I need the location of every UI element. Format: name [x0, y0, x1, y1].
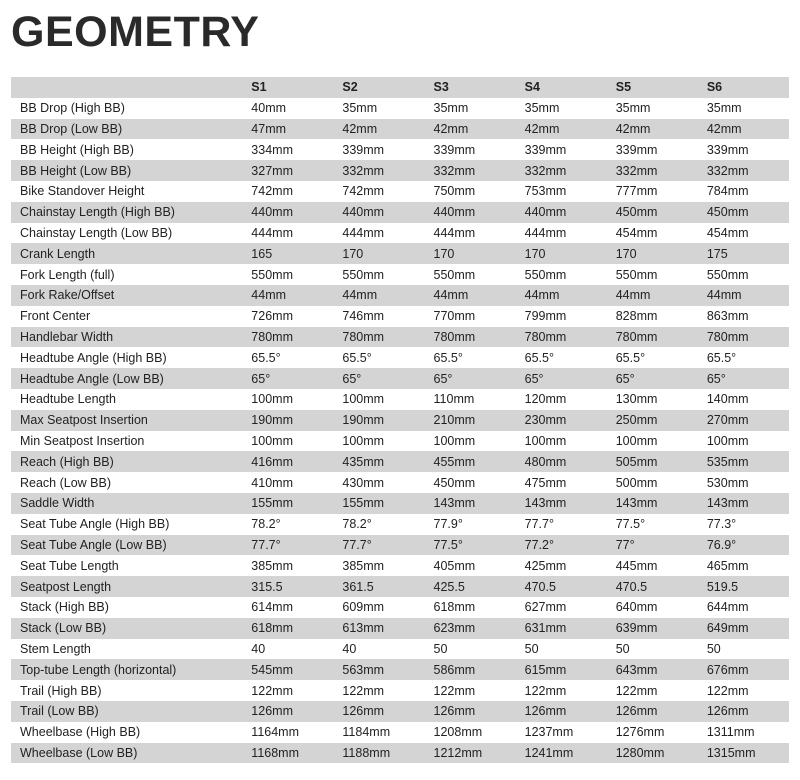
- cell-value: 425.5: [425, 576, 516, 597]
- cell-value: 440mm: [333, 202, 424, 223]
- cell-value: 530mm: [698, 472, 789, 493]
- cell-value: 143mm: [425, 493, 516, 514]
- table-row: [11, 639, 789, 660]
- cell-value: 77.2°: [516, 535, 607, 556]
- cell-value: 639mm: [607, 618, 698, 639]
- cell-value: 631mm: [516, 618, 607, 639]
- cell-value: 430mm: [333, 472, 424, 493]
- cell-value: 250mm: [607, 410, 698, 431]
- cell-value: 550mm: [425, 264, 516, 285]
- cell-value: 170: [516, 243, 607, 264]
- cell-value: 100mm: [242, 431, 333, 452]
- cell-value: 480mm: [516, 451, 607, 472]
- header-row: [11, 77, 789, 98]
- row-label: Front Center: [11, 306, 242, 327]
- cell-value: 126mm: [607, 701, 698, 722]
- cell-value: 40: [242, 639, 333, 660]
- cell-value: 77.5°: [425, 535, 516, 556]
- cell-value: 35mm: [698, 98, 789, 119]
- cell-value: 40mm: [242, 98, 333, 119]
- cell-value: 780mm: [698, 327, 789, 348]
- cell-value: 122mm: [333, 680, 424, 701]
- cell-value: 332mm: [698, 160, 789, 181]
- cell-value: 455mm: [425, 451, 516, 472]
- cell-value: 126mm: [425, 701, 516, 722]
- cell-value: 1276mm: [607, 722, 698, 743]
- cell-value: 76.9°: [698, 535, 789, 556]
- cell-value: 535mm: [698, 451, 789, 472]
- cell-value: 750mm: [425, 181, 516, 202]
- cell-value: 170: [425, 243, 516, 264]
- table-row: [11, 347, 789, 368]
- cell-value: 609mm: [333, 597, 424, 618]
- table-row: [11, 576, 789, 597]
- row-label: BB Drop (Low BB): [11, 119, 242, 140]
- cell-value: 777mm: [607, 181, 698, 202]
- cell-value: 780mm: [516, 327, 607, 348]
- cell-value: 385mm: [333, 555, 424, 576]
- table-row: [11, 264, 789, 285]
- table-row: [11, 597, 789, 618]
- cell-value: 444mm: [242, 223, 333, 244]
- header-cell-size: S1: [242, 77, 333, 98]
- cell-value: 1208mm: [425, 722, 516, 743]
- cell-value: 170: [607, 243, 698, 264]
- cell-value: 332mm: [333, 160, 424, 181]
- cell-value: 550mm: [516, 264, 607, 285]
- cell-value: 65.5°: [242, 347, 333, 368]
- cell-value: 165: [242, 243, 333, 264]
- cell-value: 618mm: [242, 618, 333, 639]
- row-label: Seat Tube Length: [11, 555, 242, 576]
- cell-value: 784mm: [698, 181, 789, 202]
- table-row: [11, 535, 789, 556]
- cell-value: 361.5: [333, 576, 424, 597]
- cell-value: 122mm: [425, 680, 516, 701]
- cell-value: 1188mm: [333, 743, 424, 764]
- geometry-table: [11, 77, 789, 763]
- cell-value: 126mm: [333, 701, 424, 722]
- cell-value: 44mm: [516, 285, 607, 306]
- table-row: [11, 223, 789, 244]
- cell-value: 126mm: [516, 701, 607, 722]
- cell-value: 77.7°: [242, 535, 333, 556]
- cell-value: 77.3°: [698, 514, 789, 535]
- cell-value: 550mm: [607, 264, 698, 285]
- cell-value: 753mm: [516, 181, 607, 202]
- cell-value: 1241mm: [516, 743, 607, 764]
- cell-value: 65°: [333, 368, 424, 389]
- cell-value: 440mm: [242, 202, 333, 223]
- cell-value: 770mm: [425, 306, 516, 327]
- cell-value: 170: [333, 243, 424, 264]
- table-row: [11, 368, 789, 389]
- cell-value: 615mm: [516, 659, 607, 680]
- row-label: Reach (Low BB): [11, 472, 242, 493]
- row-label: Headtube Angle (Low BB): [11, 368, 242, 389]
- row-label: Min Seatpost Insertion: [11, 431, 242, 452]
- cell-value: 65°: [698, 368, 789, 389]
- cell-value: 210mm: [425, 410, 516, 431]
- table-row: [11, 389, 789, 410]
- row-label: Headtube Length: [11, 389, 242, 410]
- cell-value: 140mm: [698, 389, 789, 410]
- header-cell-label: [11, 77, 242, 98]
- row-label: Chainstay Length (Low BB): [11, 223, 242, 244]
- row-label: Reach (High BB): [11, 451, 242, 472]
- cell-value: 339mm: [607, 139, 698, 160]
- cell-value: 42mm: [607, 119, 698, 140]
- cell-value: 35mm: [425, 98, 516, 119]
- row-label: Seatpost Length: [11, 576, 242, 597]
- row-label: Crank Length: [11, 243, 242, 264]
- cell-value: 1311mm: [698, 722, 789, 743]
- cell-value: 65°: [516, 368, 607, 389]
- header-cell-size: S4: [516, 77, 607, 98]
- cell-value: 50: [607, 639, 698, 660]
- table-row: [11, 555, 789, 576]
- cell-value: 35mm: [333, 98, 424, 119]
- cell-value: 47mm: [242, 119, 333, 140]
- cell-value: 742mm: [242, 181, 333, 202]
- cell-value: 1315mm: [698, 743, 789, 764]
- cell-value: 122mm: [242, 680, 333, 701]
- cell-value: 644mm: [698, 597, 789, 618]
- cell-value: 100mm: [516, 431, 607, 452]
- cell-value: 78.2°: [333, 514, 424, 535]
- cell-value: 1237mm: [516, 722, 607, 743]
- cell-value: 450mm: [698, 202, 789, 223]
- cell-value: 780mm: [242, 327, 333, 348]
- table-row: [11, 431, 789, 452]
- cell-value: 65.5°: [516, 347, 607, 368]
- cell-value: 440mm: [516, 202, 607, 223]
- cell-value: 65.5°: [425, 347, 516, 368]
- cell-value: 505mm: [607, 451, 698, 472]
- row-label: BB Height (High BB): [11, 139, 242, 160]
- cell-value: 623mm: [425, 618, 516, 639]
- cell-value: 155mm: [242, 493, 333, 514]
- cell-value: 327mm: [242, 160, 333, 181]
- cell-value: 44mm: [425, 285, 516, 306]
- cell-value: 550mm: [242, 264, 333, 285]
- header-cell-size: S6: [698, 77, 789, 98]
- cell-value: 1168mm: [242, 743, 333, 764]
- table-row: [11, 202, 789, 223]
- cell-value: 470.5: [607, 576, 698, 597]
- cell-value: 122mm: [698, 680, 789, 701]
- cell-value: 332mm: [607, 160, 698, 181]
- header-cell-size: S3: [425, 77, 516, 98]
- header-cell-size: S2: [333, 77, 424, 98]
- cell-value: 65.5°: [698, 347, 789, 368]
- cell-value: 640mm: [607, 597, 698, 618]
- row-label: Fork Rake/Offset: [11, 285, 242, 306]
- cell-value: 50: [698, 639, 789, 660]
- cell-value: 425mm: [516, 555, 607, 576]
- cell-value: 405mm: [425, 555, 516, 576]
- cell-value: 315.5: [242, 576, 333, 597]
- table-row: [11, 743, 789, 764]
- cell-value: 450mm: [607, 202, 698, 223]
- cell-value: 78.2°: [242, 514, 333, 535]
- cell-value: 780mm: [425, 327, 516, 348]
- cell-value: 50: [516, 639, 607, 660]
- cell-value: 42mm: [333, 119, 424, 140]
- cell-value: 618mm: [425, 597, 516, 618]
- cell-value: 100mm: [607, 431, 698, 452]
- cell-value: 742mm: [333, 181, 424, 202]
- cell-value: 175: [698, 243, 789, 264]
- table-row: [11, 160, 789, 181]
- row-label: Handlebar Width: [11, 327, 242, 348]
- cell-value: 334mm: [242, 139, 333, 160]
- cell-value: 35mm: [607, 98, 698, 119]
- cell-value: 444mm: [425, 223, 516, 244]
- table-row: [11, 659, 789, 680]
- table-row: [11, 243, 789, 264]
- table-row: [11, 701, 789, 722]
- row-label: Trail (Low BB): [11, 701, 242, 722]
- cell-value: 445mm: [607, 555, 698, 576]
- cell-value: 563mm: [333, 659, 424, 680]
- row-label: Stack (Low BB): [11, 618, 242, 639]
- table-row: [11, 119, 789, 140]
- cell-value: 65°: [242, 368, 333, 389]
- cell-value: 780mm: [607, 327, 698, 348]
- cell-value: 77°: [607, 535, 698, 556]
- cell-value: 454mm: [698, 223, 789, 244]
- table-row: [11, 306, 789, 327]
- cell-value: 230mm: [516, 410, 607, 431]
- table-row: [11, 514, 789, 535]
- cell-value: 410mm: [242, 472, 333, 493]
- cell-value: 100mm: [333, 431, 424, 452]
- cell-value: 726mm: [242, 306, 333, 327]
- cell-value: 77.7°: [516, 514, 607, 535]
- row-label: Stack (High BB): [11, 597, 242, 618]
- cell-value: 77.7°: [333, 535, 424, 556]
- cell-value: 614mm: [242, 597, 333, 618]
- cell-value: 385mm: [242, 555, 333, 576]
- cell-value: 470.5: [516, 576, 607, 597]
- cell-value: 1164mm: [242, 722, 333, 743]
- table-row: [11, 139, 789, 160]
- row-label: Saddle Width: [11, 493, 242, 514]
- row-label: Fork Length (full): [11, 264, 242, 285]
- cell-value: 190mm: [242, 410, 333, 431]
- cell-value: 65°: [607, 368, 698, 389]
- cell-value: 444mm: [516, 223, 607, 244]
- cell-value: 416mm: [242, 451, 333, 472]
- cell-value: 332mm: [516, 160, 607, 181]
- table-row: [11, 618, 789, 639]
- cell-value: 1280mm: [607, 743, 698, 764]
- cell-value: 475mm: [516, 472, 607, 493]
- row-label: Wheelbase (Low BB): [11, 743, 242, 764]
- cell-value: 65.5°: [333, 347, 424, 368]
- table-row: [11, 285, 789, 306]
- table-row: [11, 98, 789, 119]
- row-label: Trail (High BB): [11, 680, 242, 701]
- row-label: Top-tube Length (horizontal): [11, 659, 242, 680]
- cell-value: 586mm: [425, 659, 516, 680]
- table-row: [11, 472, 789, 493]
- cell-value: 130mm: [607, 389, 698, 410]
- cell-value: 77.9°: [425, 514, 516, 535]
- cell-value: 190mm: [333, 410, 424, 431]
- cell-value: 40: [333, 639, 424, 660]
- cell-value: 42mm: [425, 119, 516, 140]
- cell-value: 122mm: [516, 680, 607, 701]
- cell-value: 126mm: [242, 701, 333, 722]
- cell-value: 332mm: [425, 160, 516, 181]
- cell-value: 100mm: [242, 389, 333, 410]
- cell-value: 780mm: [333, 327, 424, 348]
- row-label: BB Height (Low BB): [11, 160, 242, 181]
- cell-value: 155mm: [333, 493, 424, 514]
- cell-value: 44mm: [698, 285, 789, 306]
- cell-value: 799mm: [516, 306, 607, 327]
- cell-value: 44mm: [333, 285, 424, 306]
- table-row: [11, 493, 789, 514]
- cell-value: 42mm: [516, 119, 607, 140]
- row-label: Wheelbase (High BB): [11, 722, 242, 743]
- row-label: Seat Tube Angle (High BB): [11, 514, 242, 535]
- cell-value: 100mm: [333, 389, 424, 410]
- cell-value: 120mm: [516, 389, 607, 410]
- page-title: GEOMETRY: [11, 8, 260, 56]
- cell-value: 143mm: [698, 493, 789, 514]
- cell-value: 550mm: [333, 264, 424, 285]
- cell-value: 100mm: [698, 431, 789, 452]
- cell-value: 44mm: [242, 285, 333, 306]
- cell-value: 339mm: [516, 139, 607, 160]
- table-header: [11, 77, 789, 98]
- cell-value: 65.5°: [607, 347, 698, 368]
- cell-value: 465mm: [698, 555, 789, 576]
- cell-value: 746mm: [333, 306, 424, 327]
- row-label: Headtube Angle (High BB): [11, 347, 242, 368]
- cell-value: 339mm: [425, 139, 516, 160]
- row-label: Seat Tube Angle (Low BB): [11, 535, 242, 556]
- cell-value: 454mm: [607, 223, 698, 244]
- cell-value: 339mm: [333, 139, 424, 160]
- cell-value: 613mm: [333, 618, 424, 639]
- cell-value: 44mm: [607, 285, 698, 306]
- cell-value: 550mm: [698, 264, 789, 285]
- table-row: [11, 181, 789, 202]
- cell-value: 1212mm: [425, 743, 516, 764]
- cell-value: 339mm: [698, 139, 789, 160]
- cell-value: 676mm: [698, 659, 789, 680]
- cell-value: 143mm: [516, 493, 607, 514]
- row-label: Stem Length: [11, 639, 242, 660]
- cell-value: 828mm: [607, 306, 698, 327]
- cell-value: 122mm: [607, 680, 698, 701]
- cell-value: 42mm: [698, 119, 789, 140]
- header-cell-size: S5: [607, 77, 698, 98]
- cell-value: 450mm: [425, 472, 516, 493]
- table-row: [11, 327, 789, 348]
- cell-value: 440mm: [425, 202, 516, 223]
- cell-value: 545mm: [242, 659, 333, 680]
- cell-value: 50: [425, 639, 516, 660]
- table-body: [11, 98, 789, 764]
- row-label: Max Seatpost Insertion: [11, 410, 242, 431]
- cell-value: 143mm: [607, 493, 698, 514]
- row-label: Chainstay Length (High BB): [11, 202, 242, 223]
- cell-value: 444mm: [333, 223, 424, 244]
- cell-value: 627mm: [516, 597, 607, 618]
- cell-value: 435mm: [333, 451, 424, 472]
- cell-value: 519.5: [698, 576, 789, 597]
- table-row: [11, 680, 789, 701]
- row-label: Bike Standover Height: [11, 181, 242, 202]
- cell-value: 643mm: [607, 659, 698, 680]
- cell-value: 863mm: [698, 306, 789, 327]
- cell-value: 126mm: [698, 701, 789, 722]
- cell-value: 100mm: [425, 431, 516, 452]
- table-row: [11, 410, 789, 431]
- cell-value: 1184mm: [333, 722, 424, 743]
- row-label: BB Drop (High BB): [11, 98, 242, 119]
- cell-value: 35mm: [516, 98, 607, 119]
- table-row: [11, 722, 789, 743]
- cell-value: 649mm: [698, 618, 789, 639]
- cell-value: 65°: [425, 368, 516, 389]
- cell-value: 77.5°: [607, 514, 698, 535]
- table-row: [11, 451, 789, 472]
- cell-value: 110mm: [425, 389, 516, 410]
- cell-value: 270mm: [698, 410, 789, 431]
- cell-value: 500mm: [607, 472, 698, 493]
